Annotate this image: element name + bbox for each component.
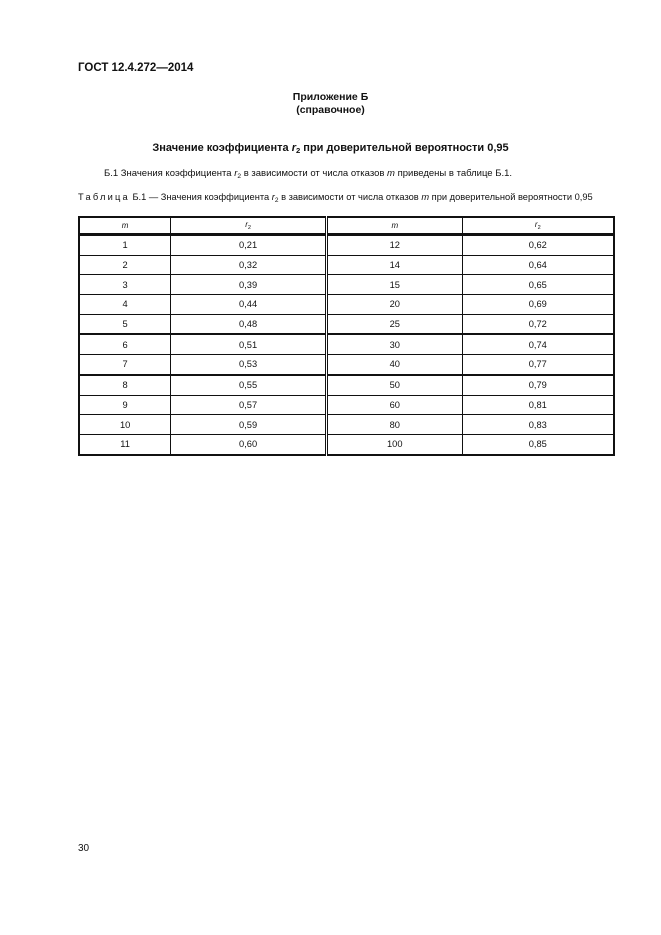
cell-r2: 0,64 — [462, 255, 614, 275]
cell-r1: 0,39 — [171, 275, 327, 295]
para-variable-m: m — [387, 168, 395, 179]
cell-r1: 0,32 — [171, 255, 327, 275]
caption-variable-m: m — [421, 192, 430, 202]
cell-m1: 6 — [79, 334, 171, 354]
table-row — [79, 355, 614, 375]
document-code: ГОСТ 12.4.272—2014 — [78, 62, 194, 74]
cell-m2: 20 — [326, 295, 462, 315]
header-m: m — [79, 217, 171, 235]
cell-m2: 14 — [326, 255, 462, 275]
section-title — [0, 142, 661, 155]
caption-subscript: 2 — [274, 197, 279, 204]
cell-m1: 1 — [79, 235, 171, 256]
cell-m1: 10 — [79, 415, 171, 435]
cell-r2: 0,62 — [462, 235, 614, 256]
cell-m2: 60 — [326, 395, 462, 415]
cell-m1: 11 — [79, 434, 171, 454]
cell-m1: 2 — [79, 255, 171, 275]
cell-m2: 25 — [326, 314, 462, 334]
table-row — [79, 334, 614, 354]
table-row — [79, 275, 614, 295]
cell-r1: 0,48 — [171, 314, 327, 334]
appendix-heading — [0, 91, 661, 117]
cell-r2: 0,85 — [462, 434, 614, 454]
cell-m1: 4 — [79, 295, 171, 315]
para-text-mid: в зависимости от числа отказов — [241, 168, 388, 179]
coefficient-table — [78, 216, 615, 456]
cell-r1: 0,21 — [171, 235, 327, 256]
cell-m2: 15 — [326, 275, 462, 295]
cell-r1: 0,60 — [171, 434, 327, 454]
caption-variable: r — [271, 192, 275, 202]
title-subscript: 2 — [295, 146, 301, 155]
header-r2-2: $r_2$ — [462, 217, 614, 235]
cell-m2: 80 — [326, 415, 462, 435]
para-text-end: приведены в таблице Б.1. — [394, 168, 513, 179]
cell-m1: 3 — [79, 275, 171, 295]
caption-prefix: Таблица — [78, 192, 130, 202]
cell-r2: 0,74 — [462, 334, 614, 354]
cell-r2: 0,65 — [462, 275, 614, 295]
cell-r1: 0,51 — [171, 334, 327, 354]
cell-r1: 0,53 — [171, 355, 327, 375]
cell-m1: 9 — [79, 395, 171, 415]
cell-r2: 0,69 — [462, 295, 614, 315]
page-number: 30 — [78, 843, 90, 854]
table-row — [79, 375, 614, 395]
caption-text: Б.1 — Значения коэффициента — [129, 192, 272, 202]
table-row — [79, 255, 614, 275]
title-variable: r — [291, 142, 296, 154]
cell-r2: 0,79 — [462, 375, 614, 395]
title-text-end: при доверительной вероятности 0,95 — [300, 142, 509, 154]
cell-m2: 50 — [326, 375, 462, 395]
cell-r2: 0,83 — [462, 415, 614, 435]
cell-m1: 8 — [79, 375, 171, 395]
table-row — [79, 235, 614, 256]
table-row — [79, 295, 614, 315]
appendix-label: Приложение Б — [292, 91, 369, 103]
cell-r1: 0,44 — [171, 295, 327, 315]
cell-r1: 0,57 — [171, 395, 327, 415]
table-row — [79, 415, 614, 435]
appendix-type: (справочное) — [296, 104, 365, 116]
para-variable: r — [234, 168, 238, 179]
cell-r2: 0,72 — [462, 314, 614, 334]
table-row — [79, 314, 614, 334]
caption-text-end: при доверительной вероятности 0,95 — [429, 192, 593, 202]
cell-m2: 12 — [326, 235, 462, 256]
table-header-row — [79, 217, 614, 235]
paragraph-b1 — [104, 168, 512, 180]
cell-m2: 100 — [326, 434, 462, 454]
cell-m2: 30 — [326, 334, 462, 354]
para-subscript: 2 — [237, 173, 242, 180]
para-text: Б.1 Значения коэффициента — [104, 168, 235, 179]
table-row — [79, 434, 614, 454]
header-m-2: m — [326, 217, 462, 235]
cell-r1: 0,59 — [171, 415, 327, 435]
cell-r2: 0,81 — [462, 395, 614, 415]
table-caption — [78, 192, 593, 204]
cell-m1: 7 — [79, 355, 171, 375]
table-row — [79, 395, 614, 415]
header-r2: $r_2$ — [171, 217, 327, 235]
cell-m2: 40 — [326, 355, 462, 375]
cell-r1: 0,55 — [171, 375, 327, 395]
cell-r2: 0,77 — [462, 355, 614, 375]
caption-text-mid: в зависимости от числа отказов — [278, 192, 422, 202]
cell-m1: 5 — [79, 314, 171, 334]
title-text: Значение коэффициента — [152, 142, 292, 154]
